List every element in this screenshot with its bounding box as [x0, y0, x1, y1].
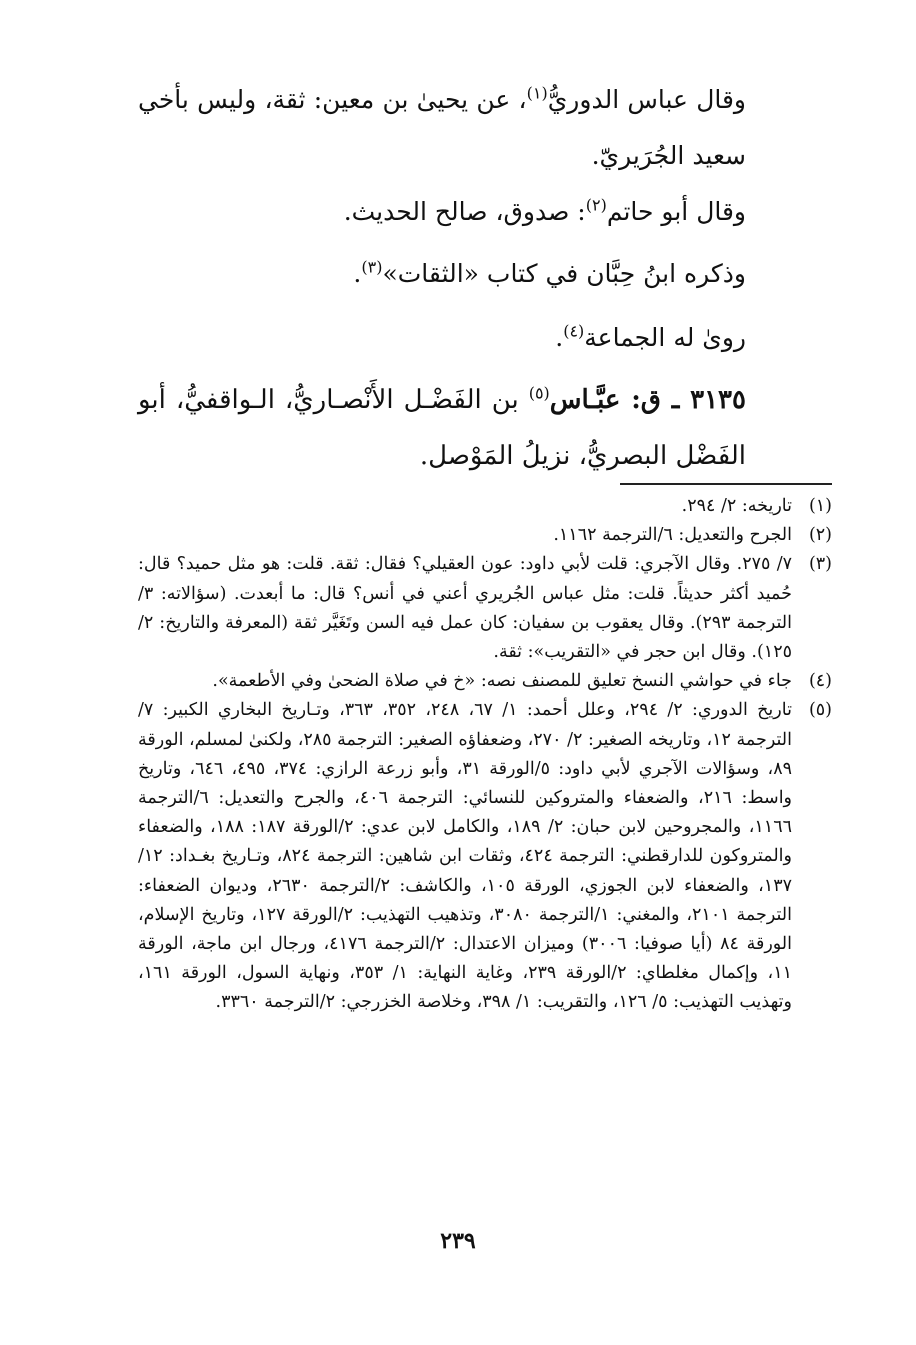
page-number: ٢٣٩: [440, 1228, 476, 1254]
main-text: [138, 72, 832, 484]
footnote-5-number: (٥): [808, 700, 832, 721]
footnote-ref-2: (٢): [585, 195, 607, 215]
footnote-1-text: تاريخه: ٢/ ٢٩٤.: [681, 496, 792, 516]
footnote-3-number: (٣): [808, 554, 832, 575]
paragraph-2-text-end: : صدوق، صالح الحديث.: [343, 197, 586, 226]
footnote-ref-1: (١): [526, 83, 548, 103]
paragraph-3-text-end: .: [353, 259, 362, 288]
footnotes: [138, 492, 832, 1018]
footnote-4-number: (٤): [808, 671, 832, 692]
footnote-2-number: (٢): [808, 525, 832, 546]
paragraph-2-text: وقال أبو حاتم: [606, 197, 746, 226]
footnote-3: [138, 550, 832, 667]
footnote-1-number: (١): [808, 496, 832, 516]
footnote-ref-5: (٥): [528, 383, 550, 403]
footnote-4: [138, 667, 832, 696]
footnote-5: [138, 696, 832, 1017]
entry-number: ٣١٣٥ ـ ق: عبَّـاس: [549, 385, 746, 415]
paragraph-4-text: رویٰ له الجماعة: [584, 323, 746, 352]
paragraph-2: [138, 184, 832, 240]
entry-text: بن الفَضْـل الأَنْصـاريُّ، الـواقفيُّ، أبو الفَضْل البصريُّ، نزيلُ المَوْصل.: [138, 385, 746, 471]
footnote-5-text: تاريخ الدوري: ٢/ ٢٩٤، وعلل أحمد: ١/ ٦٧، ٢٤٨، ٣٥٢، ٣٦٣، وتـاريخ البخاري الكبير: ٧/الترجمة ١٢، وتاريخه الصغير: ٢/ ٢٧٠، وضعفاؤه الصغير: الترجمة ٢٨٥، ولكنىٰ لمسلم، الورقة ٨٩، وسؤالات الآجري لأبي داود: ٥/الورقة ٣١، وأبو زرعة الرازي: ٣٧٤، ٤٩٥، ٦٤٦، وتاريخ واسط: ٢١٦، والضعفاء والمتروكين للنسائي: الترجمة ٤٠٦، والجرح والتعديل: ٦/الترجمة ١١٦٦، والمجروحين لابن حبان: ٢/ ١٨٩، والكامل لابن عدي: ٢/الورقة ١٨٧: ١٨٨، والضعفاء والمتروكون للدارقطني: الترجمة ٤٢٤، وثقات ابن شاهين: الترجمة ٨٢٤، وتـاريخ بغـداد: ١٢/ ١٣٧، والضعفاء لابن الجوزي، الورقة ١٠٥، والكاشف: ٢/الترجمة ٢٦٣٠، وديوان الضعفاء: الترجمة ٢١٠١، والمغني: ١/الترجمة ٣٠٨٠، وتذهيب التهذيب: ٢/الورقة ١٢٧، وتاريخ الإسلام، الورقة ٨٤ (أيا صوفيا: ٣٠٠٦) وميزان الاعتدال: ٢/الترجمة ٤١٧٦، ورجال ابن ماجة، الورقة ١١، وإكمال مغلطاي: ٢/الورقة ٢٣٩، وغاية النهاية: ١/ ٣٥٣، ونهاية السول، الورقة ١٦١، وتهذيب التهذيب: ٥/ ١٢٦، والتقريب: ١/ ٣٩٨، وخلاصة الخزرجي: ٢/الترجمة ٣٣٦٠.: [138, 700, 793, 1013]
footnote-ref-3: (٣): [361, 257, 383, 277]
paragraph-1-text-end: ، عن يحيىٰ بن معين: ثقة، وليس بأخي سعيد الجُرَيريّ.: [138, 85, 746, 170]
paragraph-3-text: وذكره ابنُ حِبَّان في كتاب «الثقات»: [382, 259, 746, 288]
paragraph-3: [138, 246, 832, 302]
footnote-divider: [620, 483, 832, 485]
footnote-3-text: ٧/ ٢٧٥. وقال الآجري: قلت لأبي داود: عون العقيلي؟ فقال: ثقة. قلت: هو مثل حميد؟ قال: حُميد أكثر حديثاً. قلت: مثل عباس الجُريري أعني في أنس؟ قال: ما أبعدت. (سؤالاته: ٣/الترجمة ٢٩٣). وقال يعقوب بن سفيان: كان عمل فيه السن وتَغَيَّر ثقة (المعرفة والتاريخ: ٢/ ١٢٥). وقال ابن حجر في «التقريب»: ثقة.: [138, 554, 792, 663]
paragraph-4: [138, 310, 832, 366]
footnote-2-text: الجرح والتعديل: ٦/الترجمة ١١٦٢.: [553, 525, 792, 546]
footnote-1: [138, 492, 832, 521]
footnote-4-text: جاء في حواشي النسخ تعليق للمصنف نصه: «خ في صلاة الضحىٰ وفي الأطعمة».: [212, 671, 792, 692]
paragraph-1-text: وقال عباس الدوريُّ: [547, 85, 747, 114]
paragraph-1: [138, 72, 832, 184]
footnote-ref-4: (٤): [563, 321, 585, 341]
entry-heading: [138, 372, 832, 484]
footnote-2: [138, 521, 832, 550]
paragraph-4-text-end: .: [555, 323, 564, 352]
